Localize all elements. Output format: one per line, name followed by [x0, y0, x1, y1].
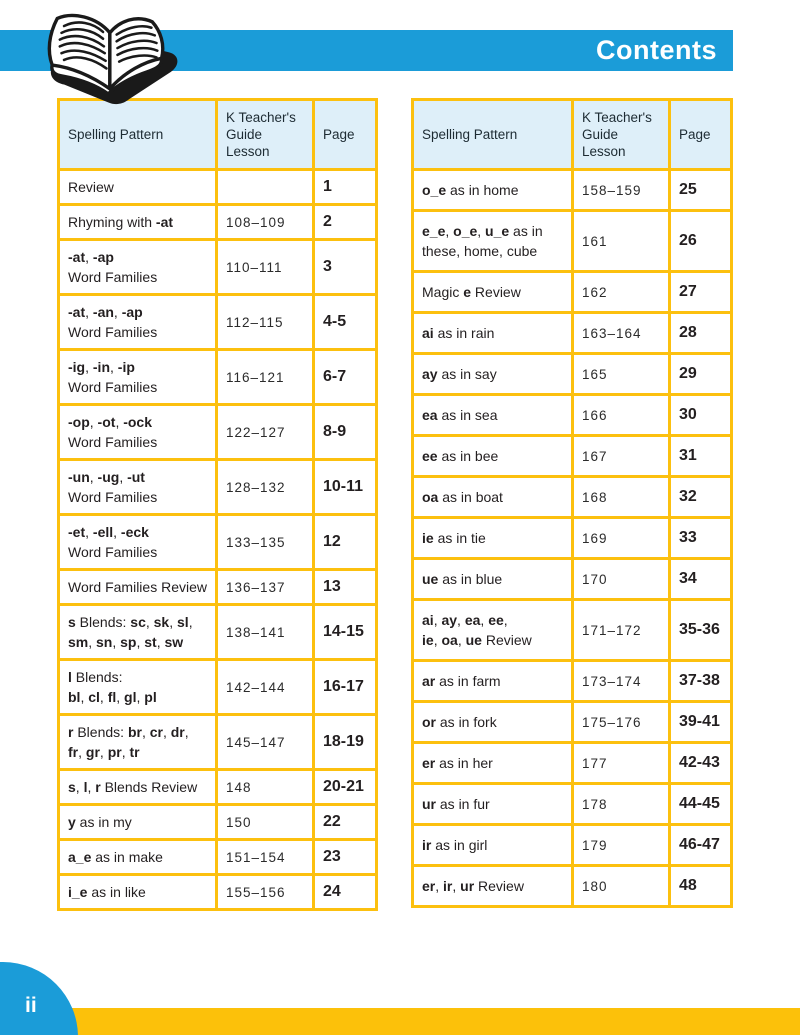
- lesson-cell: 110–111: [217, 240, 314, 295]
- spelling-pattern-cell: -et, -ell, -eck Word Families: [59, 515, 217, 570]
- page-number: ii: [25, 994, 37, 1017]
- page-cell: 25: [670, 170, 732, 211]
- table-row: [59, 875, 377, 910]
- page-cell: 37-38: [670, 661, 732, 702]
- lesson-cell: 173–174: [573, 661, 670, 702]
- lesson-cell: 142–144: [217, 660, 314, 715]
- page-cell: 48: [670, 866, 732, 907]
- lesson-cell: 122–127: [217, 405, 314, 460]
- page-number-circle: [0, 962, 78, 1035]
- table-row: [413, 702, 732, 743]
- spelling-pattern-cell: s Blends: sc, sk, sl, sm, sn, sp, st, sw: [59, 605, 217, 660]
- page-cell: 22: [314, 805, 377, 840]
- lesson-cell: 163–164: [573, 313, 670, 354]
- spelling-pattern-cell: ea as in sea: [413, 395, 573, 436]
- lesson-cell: 162: [573, 272, 670, 313]
- spelling-pattern-cell: ue as in blue: [413, 559, 573, 600]
- page-cell: 29: [670, 354, 732, 395]
- page-cell: 2: [314, 205, 377, 240]
- spelling-pattern-cell: Review: [59, 170, 217, 205]
- table-row: [413, 866, 732, 907]
- page-cell: 1: [314, 170, 377, 205]
- table-row: [413, 661, 732, 702]
- page-cell: 42-43: [670, 743, 732, 784]
- spelling-pattern-cell: -un, -ug, -ut Word Families: [59, 460, 217, 515]
- spelling-pattern-cell: ar as in farm: [413, 661, 573, 702]
- spelling-pattern-cell: s, l, r Blends Review: [59, 770, 217, 805]
- table-row: [413, 825, 732, 866]
- table-row: [59, 770, 377, 805]
- table-row: [413, 518, 732, 559]
- lesson-cell: 171–172: [573, 600, 670, 661]
- page-cell: 26: [670, 211, 732, 272]
- table-row: [59, 205, 377, 240]
- table-row: [59, 805, 377, 840]
- table-row: [59, 170, 377, 205]
- spelling-pattern-cell: e_e, o_e, u_e as in these, home, cube: [413, 211, 573, 272]
- spelling-pattern-cell: or as in fork: [413, 702, 573, 743]
- table-row: [59, 660, 377, 715]
- table-row: [413, 313, 732, 354]
- spelling-pattern-cell: a_e as in make: [59, 840, 217, 875]
- table-row: [413, 477, 732, 518]
- page-cell: 44-45: [670, 784, 732, 825]
- page-cell: 23: [314, 840, 377, 875]
- table-row: [59, 350, 377, 405]
- column-header-page: Page: [670, 100, 732, 170]
- spelling-pattern-cell: l Blends: bl, cl, fl, gl, pl: [59, 660, 217, 715]
- spelling-pattern-cell: Rhyming with -at: [59, 205, 217, 240]
- table-row: [413, 600, 732, 661]
- lesson-cell: 148: [217, 770, 314, 805]
- page-cell: 18-19: [314, 715, 377, 770]
- page-cell: 32: [670, 477, 732, 518]
- page-cell: 10-11: [314, 460, 377, 515]
- table-row: [413, 272, 732, 313]
- lesson-cell: 155–156: [217, 875, 314, 910]
- lesson-cell: 158–159: [573, 170, 670, 211]
- lesson-cell: 166: [573, 395, 670, 436]
- lesson-cell: 177: [573, 743, 670, 784]
- spelling-pattern-cell: -at, -an, -ap Word Families: [59, 295, 217, 350]
- lesson-cell: 178: [573, 784, 670, 825]
- header-row: [413, 100, 732, 170]
- lesson-cell: 108–109: [217, 205, 314, 240]
- table-row: [413, 743, 732, 784]
- column-header-lesson: K Teacher's Guide Lesson: [573, 100, 670, 170]
- column-header-spelling-pattern: Spelling Pattern: [413, 100, 573, 170]
- column-header-spelling-pattern: Spelling Pattern: [59, 100, 217, 170]
- table-row: [59, 405, 377, 460]
- column-header-page: Page: [314, 100, 377, 170]
- spelling-pattern-cell: ee as in bee: [413, 436, 573, 477]
- lesson-cell: 169: [573, 518, 670, 559]
- table-row: [413, 354, 732, 395]
- page-cell: 14-15: [314, 605, 377, 660]
- spelling-pattern-cell: -ig, -in, -ip Word Families: [59, 350, 217, 405]
- lesson-cell: 150: [217, 805, 314, 840]
- lesson-cell: 133–135: [217, 515, 314, 570]
- page-title: Contents: [596, 35, 717, 65]
- page-cell: 24: [314, 875, 377, 910]
- table-row: [59, 515, 377, 570]
- lesson-cell: 128–132: [217, 460, 314, 515]
- spelling-pattern-cell: ay as in say: [413, 354, 573, 395]
- page-cell: 13: [314, 570, 377, 605]
- spelling-pattern-cell: y as in my: [59, 805, 217, 840]
- table-row: [413, 170, 732, 211]
- table-row: [59, 240, 377, 295]
- lesson-cell: 170: [573, 559, 670, 600]
- table-row: [59, 460, 377, 515]
- page-cell: 3: [314, 240, 377, 295]
- spelling-pattern-cell: Magic e Review: [413, 272, 573, 313]
- lesson-cell: [217, 170, 314, 205]
- table-row: [59, 295, 377, 350]
- page-cell: 4-5: [314, 295, 377, 350]
- spelling-pattern-cell: o_e as in home: [413, 170, 573, 211]
- page-cell: 30: [670, 395, 732, 436]
- lesson-cell: 161: [573, 211, 670, 272]
- lesson-cell: 167: [573, 436, 670, 477]
- lesson-cell: 116–121: [217, 350, 314, 405]
- table-row: [413, 559, 732, 600]
- bottom-bar: [0, 1008, 800, 1035]
- spelling-pattern-cell: -op, -ot, -ock Word Families: [59, 405, 217, 460]
- spelling-pattern-cell: oa as in boat: [413, 477, 573, 518]
- table-row: [413, 436, 732, 477]
- page-cell: 35-36: [670, 600, 732, 661]
- page-cell: 34: [670, 559, 732, 600]
- page-cell: 27: [670, 272, 732, 313]
- table-row: [413, 784, 732, 825]
- open-book-icon: [28, 4, 190, 115]
- lesson-cell: 179: [573, 825, 670, 866]
- spelling-pattern-cell: ai, ay, ea, ee, ie, oa, ue Review: [413, 600, 573, 661]
- lesson-cell: 168: [573, 477, 670, 518]
- table-row: [413, 395, 732, 436]
- page-cell: 12: [314, 515, 377, 570]
- lesson-cell: 180: [573, 866, 670, 907]
- spelling-pattern-cell: ir as in girl: [413, 825, 573, 866]
- spelling-pattern-cell: ur as in fur: [413, 784, 573, 825]
- table-row: [413, 211, 732, 272]
- spelling-pattern-cell: er as in her: [413, 743, 573, 784]
- spelling-pattern-cell: ai as in rain: [413, 313, 573, 354]
- page-cell: 16-17: [314, 660, 377, 715]
- lesson-cell: 175–176: [573, 702, 670, 743]
- spelling-pattern-cell: ie as in tie: [413, 518, 573, 559]
- spelling-pattern-cell: er, ir, ur Review: [413, 866, 573, 907]
- page-cell: 46-47: [670, 825, 732, 866]
- page-cell: 39-41: [670, 702, 732, 743]
- page-cell: 20-21: [314, 770, 377, 805]
- spelling-pattern-cell: i_e as in like: [59, 875, 217, 910]
- page-cell: 31: [670, 436, 732, 477]
- table-row: [59, 715, 377, 770]
- page-cell: 8-9: [314, 405, 377, 460]
- spelling-pattern-cell: -at, -ap Word Families: [59, 240, 217, 295]
- lesson-cell: 145–147: [217, 715, 314, 770]
- page-cell: 28: [670, 313, 732, 354]
- lesson-cell: 151–154: [217, 840, 314, 875]
- contents-table-left: [57, 98, 378, 911]
- table-row: [59, 840, 377, 875]
- page-cell: 33: [670, 518, 732, 559]
- spelling-pattern-cell: Word Families Review: [59, 570, 217, 605]
- table-row: [59, 605, 377, 660]
- contents-table-right: [411, 98, 733, 908]
- column-header-lesson: K Teacher's Guide Lesson: [217, 100, 314, 170]
- page-cell: 6-7: [314, 350, 377, 405]
- table-row: [59, 570, 377, 605]
- lesson-cell: 165: [573, 354, 670, 395]
- lesson-cell: 136–137: [217, 570, 314, 605]
- lesson-cell: 112–115: [217, 295, 314, 350]
- lesson-cell: 138–141: [217, 605, 314, 660]
- spelling-pattern-cell: r Blends: br, cr, dr, fr, gr, pr, tr: [59, 715, 217, 770]
